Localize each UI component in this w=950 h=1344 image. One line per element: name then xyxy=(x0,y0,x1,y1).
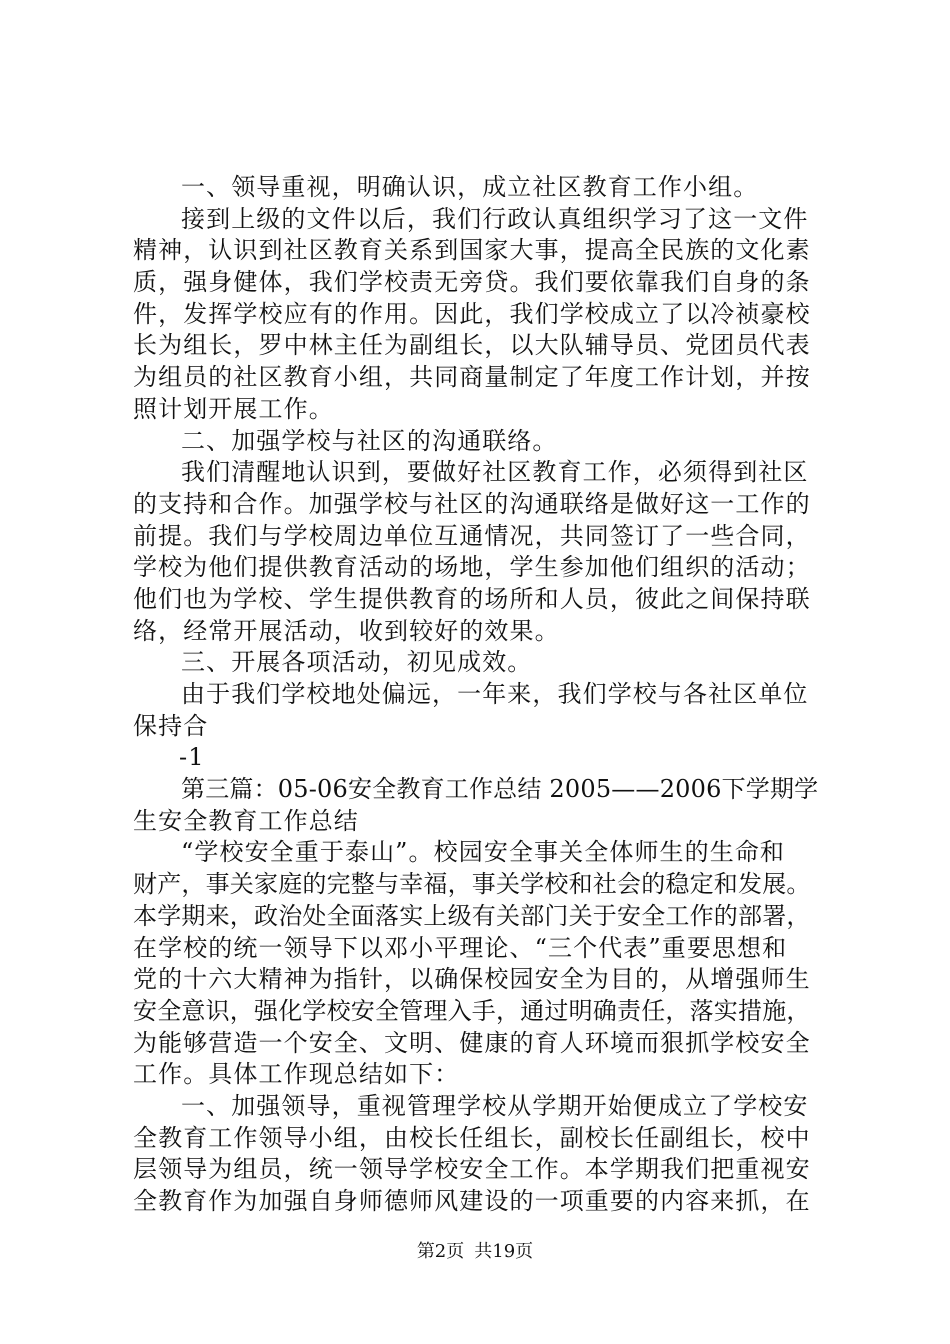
paragraph-line: 前提。我们与学校周边单位互通情况，共同签订了一些合同， xyxy=(133,521,811,550)
paragraph-line: 全教育工作领导小组，由校长任组长，副校长任副组长，校中 xyxy=(133,1123,811,1152)
paragraph-line: 层领导为组员，统一领导学校安全工作。本学期我们把重视安 xyxy=(133,1155,811,1184)
paragraph-line: 络，经常开展活动，收到较好的效果。 xyxy=(133,616,560,645)
page-marker: -1 xyxy=(179,743,205,772)
paragraph-line: 接到上级的文件以后，我们行政认真组织学习了这一文件 xyxy=(181,204,809,233)
article-title: 生安全教育工作总结 xyxy=(133,806,359,835)
paragraph-line: 照计划开展工作。 xyxy=(133,394,334,423)
section-heading: 一、领导重视，明确认识，成立社区教育工作小组。 xyxy=(181,173,759,201)
paragraph-line: 工作。具体工作现总结如下： xyxy=(133,1060,460,1089)
paragraph-line: 他们也为学校、学生提供教育的场所和人员，彼此之间保持联 xyxy=(133,584,811,613)
paragraph-line: 在学校的统一领导下以邓小平理论、“三个代表”重要思想和 xyxy=(133,933,788,962)
paragraph-line: 为能够营造一个安全、文明、健康的育人环境而狠抓学校安全 xyxy=(133,1028,811,1057)
paragraph-line: 由于我们学校地处偏远，一年来，我们学校与各社区单位 xyxy=(181,680,809,708)
section-heading: 三、开展各项活动，初见成效。 xyxy=(181,648,533,677)
paragraph-line: 我们清醒地认识到，要做好社区教育工作，必须得到社区 xyxy=(181,458,809,487)
section-heading: 一、加强领导，重视管理学校从学期开始便成立了学校安 xyxy=(181,1091,809,1120)
paragraph-line: 件，发挥学校应有的作用。因此，我们学校成立了以冷祯豪校 xyxy=(133,299,811,328)
paragraph-line: 质，强身健体，我们学校责无旁贷。我们要依靠我们自身的条 xyxy=(133,268,811,297)
paragraph-line: 长为组长，罗中林主任为副组长，以大队辅导员、党团员代表 xyxy=(133,331,811,360)
page-footer xyxy=(0,1240,950,1264)
paragraph-line: 党的十六大精神为指针，以确保校园安全为目的，从增强师生 xyxy=(133,965,811,994)
paragraph-line: 为组员的社区教育小组，共同商量制定了年度工作计划，并按 xyxy=(133,363,811,392)
paragraph-line: 本学期来，政治处全面落实上级有关部门关于安全工作的部署， xyxy=(133,901,811,930)
paragraph-line: 全教育作为加强自身师德师风建设的一项重要的内容来抓，在 xyxy=(133,1187,811,1215)
section-heading: 二、加强学校与社区的沟通联络。 xyxy=(181,426,558,455)
page-total: 共19页 xyxy=(474,1241,534,1262)
paragraph-line: 财产，事关家庭的完整与幸福，事关学校和社会的稳定和发展。 xyxy=(133,870,811,899)
page-number: 第2页 xyxy=(416,1241,465,1262)
paragraph-line: 安全意识，强化学校安全管理入手，通过明确责任，落实措施， xyxy=(133,996,811,1025)
paragraph-line: 保持合 xyxy=(133,711,209,740)
article-title: 第三篇：05-06安全教育工作总结 2005——2006下学期学 xyxy=(181,775,819,804)
paragraph-line: 的支持和合作。加强学校与社区的沟通联络是做好这一工作的 xyxy=(133,489,811,518)
paragraph-line: 学校为他们提供教育活动的场地，学生参加他们组织的活动； xyxy=(133,553,811,582)
paragraph-line: 精神，认识到社区教育关系到国家大事，提高全民族的文化素 xyxy=(133,236,811,265)
document-body xyxy=(133,172,833,1218)
paragraph-line: “学校安全重于泰山”。校园安全事关全体师生的生命和 xyxy=(181,838,786,867)
